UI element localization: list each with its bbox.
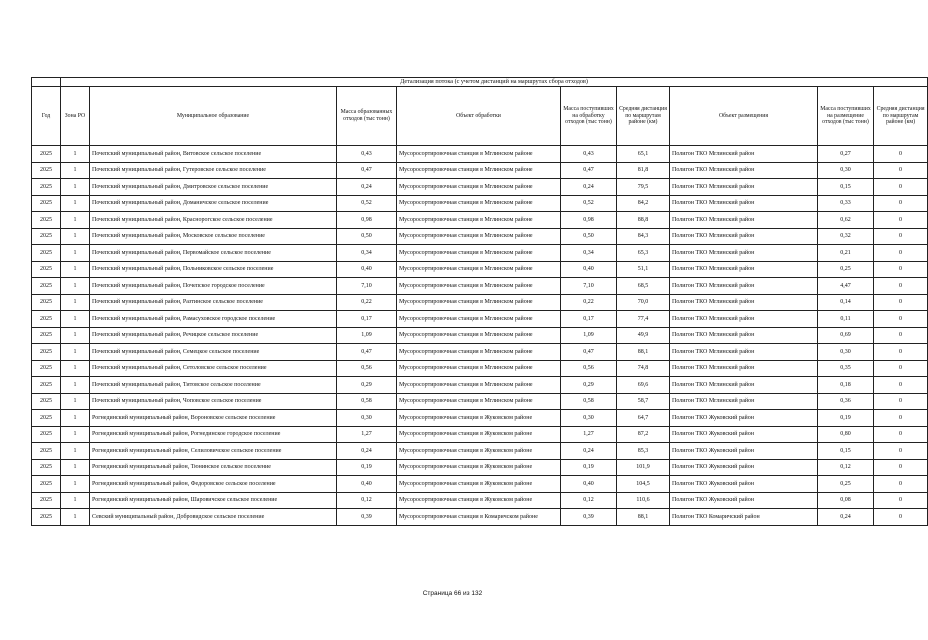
- cell-mass-to-processing: 0,24: [561, 179, 617, 196]
- page-number: Страница 66 из 132: [422, 590, 483, 597]
- cell-disposal-object: Полигон ТКО Жуковский район: [670, 476, 818, 493]
- cell-mass-generated: 0,22: [337, 294, 397, 311]
- header-mass-to-processing: Масса поступивших на обработку отходов (тыс тонн): [561, 87, 617, 146]
- cell-avg-distance-disposal: 0: [874, 179, 928, 196]
- cell-zone: 1: [61, 228, 90, 245]
- cell-avg-distance-processing: 81,8: [617, 162, 670, 179]
- cell-disposal-object: Полигон ТКО Мглинский район: [670, 146, 818, 163]
- cell-avg-distance-processing: 65,3: [617, 245, 670, 262]
- cell-disposal-object: Полигон ТКО Мглинский район: [670, 278, 818, 295]
- cell-mass-generated: 0,56: [337, 360, 397, 377]
- cell-disposal-object: Полигон ТКО Мглинский район: [670, 344, 818, 361]
- cell-mass-to-processing: 0,30: [561, 410, 617, 427]
- cell-year: 2025: [32, 245, 61, 262]
- cell-disposal-object: Полигон ТКО Жуковский район: [670, 410, 818, 427]
- cell-processing-object: Мусоросортировочная станция в Мглинском районе: [397, 228, 561, 245]
- cell-processing-object: Мусоросортировочная станция в Мглинском районе: [397, 278, 561, 295]
- waste-flow-table: [31, 77, 928, 526]
- cell-disposal-object: Полигон ТКО Мглинский район: [670, 294, 818, 311]
- cell-processing-object: Мусоросортировочная станция в Жуковском районе: [397, 443, 561, 460]
- cell-avg-distance-disposal: 0: [874, 426, 928, 443]
- cell-avg-distance-processing: 101,9: [617, 459, 670, 476]
- table-row: [32, 311, 928, 328]
- table-row: [32, 294, 928, 311]
- cell-avg-distance-processing: 64,7: [617, 410, 670, 427]
- cell-mass-to-processing: 0,47: [561, 344, 617, 361]
- cell-mass-generated: 0,30: [337, 410, 397, 427]
- table-row: [32, 179, 928, 196]
- table-row: [32, 410, 928, 427]
- cell-avg-distance-processing: 68,5: [617, 278, 670, 295]
- cell-mass-to-disposal: 4,47: [818, 278, 874, 295]
- cell-avg-distance-disposal: 0: [874, 245, 928, 262]
- cell-avg-distance-disposal: 0: [874, 195, 928, 212]
- header-mass-to-disposal: Масса поступивших на размещение отходов (тыс тонн): [818, 87, 874, 146]
- cell-year: 2025: [32, 377, 61, 394]
- cell-municipality: Рогнединский муниципальный район, Вороновское сельское поселение: [90, 410, 337, 427]
- cell-mass-to-disposal: 0,35: [818, 360, 874, 377]
- cell-year: 2025: [32, 179, 61, 196]
- cell-zone: 1: [61, 245, 90, 262]
- cell-zone: 1: [61, 459, 90, 476]
- cell-year: 2025: [32, 410, 61, 427]
- cell-mass-to-disposal: 0,18: [818, 377, 874, 394]
- cell-avg-distance-processing: 88,1: [617, 344, 670, 361]
- cell-avg-distance-processing: 58,7: [617, 393, 670, 410]
- cell-mass-generated: 0,19: [337, 459, 397, 476]
- cell-avg-distance-disposal: 0: [874, 278, 928, 295]
- cell-zone: 1: [61, 426, 90, 443]
- cell-processing-object: Мусоросортировочная станция в Мглинском районе: [397, 311, 561, 328]
- table-row: [32, 146, 928, 163]
- cell-zone: 1: [61, 410, 90, 427]
- cell-avg-distance-processing: 77,4: [617, 311, 670, 328]
- cell-zone: 1: [61, 509, 90, 526]
- cell-mass-to-processing: 0,17: [561, 311, 617, 328]
- header-avg-distance-disposal: Средняя дистанция по маршрутам районе (км): [874, 87, 928, 146]
- cell-zone: 1: [61, 393, 90, 410]
- cell-disposal-object: Полигон ТКО Жуковский район: [670, 443, 818, 460]
- table-row: [32, 162, 928, 179]
- cell-year: 2025: [32, 492, 61, 509]
- cell-mass-generated: 0,29: [337, 377, 397, 394]
- cell-municipality: Севский муниципальный район, Добровидское сельское поселение: [90, 509, 337, 526]
- cell-avg-distance-processing: 104,5: [617, 476, 670, 493]
- header-disposal-object: Объект размещения: [670, 87, 818, 146]
- cell-mass-to-processing: 1,27: [561, 426, 617, 443]
- cell-zone: 1: [61, 344, 90, 361]
- table-row: [32, 492, 928, 509]
- cell-avg-distance-disposal: 0: [874, 162, 928, 179]
- cell-avg-distance-processing: 74,8: [617, 360, 670, 377]
- cell-municipality: Рогнединский муниципальный район, Федоровское сельское поселение: [90, 476, 337, 493]
- cell-zone: 1: [61, 360, 90, 377]
- cell-mass-generated: 1,27: [337, 426, 397, 443]
- cell-mass-generated: 0,40: [337, 476, 397, 493]
- table-row: [32, 360, 928, 377]
- cell-mass-to-processing: 0,47: [561, 162, 617, 179]
- cell-avg-distance-processing: 70,0: [617, 294, 670, 311]
- cell-disposal-object: Полигон ТКО Мглинский район: [670, 360, 818, 377]
- cell-disposal-object: Полигон ТКО Мглинский район: [670, 179, 818, 196]
- cell-avg-distance-processing: 65,1: [617, 146, 670, 163]
- cell-processing-object: Мусоросортировочная станция в Мглинском районе: [397, 179, 561, 196]
- cell-year: 2025: [32, 212, 61, 229]
- cell-municipality: Почепский муниципальный район, Краснорогское сельское поселение: [90, 212, 337, 229]
- cell-year: 2025: [32, 327, 61, 344]
- cell-municipality: Почепский муниципальный район, Доманичское сельское поселение: [90, 195, 337, 212]
- cell-municipality: Почепский муниципальный район, Гутеровское сельское поселение: [90, 162, 337, 179]
- cell-mass-generated: 0,24: [337, 443, 397, 460]
- cell-processing-object: Мусоросортировочная станция в Мглинском районе: [397, 294, 561, 311]
- table-row: [32, 393, 928, 410]
- cell-disposal-object: Полигон ТКО Жуковский район: [670, 492, 818, 509]
- header-processing-object: Объект обработки: [397, 87, 561, 146]
- table-row: [32, 261, 928, 278]
- cell-avg-distance-disposal: 0: [874, 327, 928, 344]
- table-row: [32, 459, 928, 476]
- table-row: [32, 212, 928, 229]
- cell-year: 2025: [32, 311, 61, 328]
- cell-processing-object: Мусоросортировочная станция в Комаричском районе: [397, 509, 561, 526]
- cell-year: 2025: [32, 426, 61, 443]
- cell-year: 2025: [32, 344, 61, 361]
- cell-mass-to-disposal: 0,25: [818, 261, 874, 278]
- cell-zone: 1: [61, 212, 90, 229]
- cell-disposal-object: Полигон ТКО Мглинский район: [670, 377, 818, 394]
- cell-avg-distance-disposal: 0: [874, 146, 928, 163]
- cell-municipality: Почепский муниципальный район, Рамасуховское городское поселение: [90, 311, 337, 328]
- cell-municipality: Почепский муниципальный район, Чоповское сельское поселение: [90, 393, 337, 410]
- cell-zone: 1: [61, 377, 90, 394]
- cell-avg-distance-disposal: 0: [874, 344, 928, 361]
- cell-mass-to-disposal: 0,69: [818, 327, 874, 344]
- table-row: [32, 245, 928, 262]
- cell-processing-object: Мусоросортировочная станция в Мглинском районе: [397, 261, 561, 278]
- cell-zone: 1: [61, 294, 90, 311]
- cell-avg-distance-disposal: 0: [874, 212, 928, 229]
- cell-avg-distance-disposal: 0: [874, 476, 928, 493]
- cell-mass-to-disposal: 0,36: [818, 393, 874, 410]
- cell-mass-to-processing: 0,40: [561, 261, 617, 278]
- cell-avg-distance-disposal: 0: [874, 261, 928, 278]
- cell-disposal-object: Полигон ТКО Жуковский район: [670, 426, 818, 443]
- cell-mass-to-disposal: 0,19: [818, 410, 874, 427]
- cell-municipality: Почепский муниципальный район, Польниковское сельское поселение: [90, 261, 337, 278]
- cell-mass-to-disposal: 0,15: [818, 179, 874, 196]
- cell-processing-object: Мусоросортировочная станция в Мглинском районе: [397, 344, 561, 361]
- cell-zone: 1: [61, 476, 90, 493]
- cell-mass-generated: 0,47: [337, 162, 397, 179]
- cell-disposal-object: Полигон ТКО Комаричский район: [670, 509, 818, 526]
- cell-mass-to-processing: 0,39: [561, 509, 617, 526]
- cell-avg-distance-disposal: 0: [874, 311, 928, 328]
- cell-zone: 1: [61, 195, 90, 212]
- table-caption: Детализация потока (с учетом дистанций на маршрутах сбора отходов): [61, 78, 928, 87]
- cell-zone: 1: [61, 146, 90, 163]
- cell-municipality: Почепский муниципальный район, Семецкое сельское поселение: [90, 344, 337, 361]
- header-mass-generated: Масса образованных отходов (тыс тонн): [337, 87, 397, 146]
- table-row: [32, 509, 928, 526]
- cell-avg-distance-disposal: 0: [874, 393, 928, 410]
- cell-mass-to-disposal: 0,25: [818, 476, 874, 493]
- cell-mass-to-disposal: 0,12: [818, 459, 874, 476]
- cell-year: 2025: [32, 476, 61, 493]
- cell-mass-to-disposal: 0,11: [818, 311, 874, 328]
- cell-mass-to-disposal: 0,30: [818, 344, 874, 361]
- cell-municipality: Рогнединский муниципальный район, Селиловичское сельское поселение: [90, 443, 337, 460]
- cell-mass-generated: 0,52: [337, 195, 397, 212]
- cell-year: 2025: [32, 459, 61, 476]
- cell-mass-to-processing: 0,12: [561, 492, 617, 509]
- cell-mass-to-disposal: 0,15: [818, 443, 874, 460]
- cell-disposal-object: Полигон ТКО Мглинский район: [670, 162, 818, 179]
- cell-mass-generated: 0,24: [337, 179, 397, 196]
- cell-processing-object: Мусоросортировочная станция в Мглинском районе: [397, 245, 561, 262]
- cell-mass-to-processing: 0,19: [561, 459, 617, 476]
- cell-processing-object: Мусоросортировочная станция в Мглинском районе: [397, 377, 561, 394]
- table-row: [32, 344, 928, 361]
- cell-disposal-object: Полигон ТКО Мглинский район: [670, 228, 818, 245]
- cell-year: 2025: [32, 162, 61, 179]
- table-caption-spacer: [32, 78, 61, 87]
- cell-mass-to-disposal: 0,24: [818, 509, 874, 526]
- cell-zone: 1: [61, 327, 90, 344]
- table-row: [32, 278, 928, 295]
- cell-year: 2025: [32, 195, 61, 212]
- cell-avg-distance-processing: 51,1: [617, 261, 670, 278]
- cell-avg-distance-processing: 84,2: [617, 195, 670, 212]
- cell-mass-to-processing: 0,58: [561, 393, 617, 410]
- cell-avg-distance-disposal: 0: [874, 459, 928, 476]
- table-header-row: [32, 87, 928, 146]
- table-row: [32, 195, 928, 212]
- cell-municipality: Почепский муниципальный район, Витовское сельское поселение: [90, 146, 337, 163]
- cell-disposal-object: Полигон ТКО Мглинский район: [670, 195, 818, 212]
- cell-mass-to-disposal: 0,62: [818, 212, 874, 229]
- cell-processing-object: Мусоросортировочная станция в Мглинском районе: [397, 327, 561, 344]
- cell-processing-object: Мусоросортировочная станция в Мглинском районе: [397, 162, 561, 179]
- cell-municipality: Почепский муниципальный район, Дмитровское сельское поселение: [90, 179, 337, 196]
- cell-avg-distance-processing: 85,3: [617, 443, 670, 460]
- cell-avg-distance-processing: 79,5: [617, 179, 670, 196]
- cell-mass-to-disposal: 0,80: [818, 426, 874, 443]
- cell-municipality: Почепский муниципальный район, Титовское сельское поселение: [90, 377, 337, 394]
- cell-year: 2025: [32, 261, 61, 278]
- cell-year: 2025: [32, 278, 61, 295]
- cell-mass-generated: 0,43: [337, 146, 397, 163]
- cell-zone: 1: [61, 443, 90, 460]
- cell-mass-to-disposal: 0,30: [818, 162, 874, 179]
- cell-avg-distance-disposal: 0: [874, 410, 928, 427]
- cell-municipality: Рогнединский муниципальный район, Рогнединское городское поселение: [90, 426, 337, 443]
- cell-mass-to-processing: 0,52: [561, 195, 617, 212]
- cell-processing-object: Мусоросортировочная станция в Жуковском районе: [397, 492, 561, 509]
- cell-mass-generated: 0,12: [337, 492, 397, 509]
- cell-disposal-object: Полигон ТКО Мглинский район: [670, 261, 818, 278]
- cell-mass-to-processing: 0,24: [561, 443, 617, 460]
- cell-avg-distance-disposal: 0: [874, 492, 928, 509]
- cell-municipality: Почепский муниципальный район, Московское сельское поселение: [90, 228, 337, 245]
- cell-mass-generated: 0,34: [337, 245, 397, 262]
- cell-mass-to-disposal: 0,14: [818, 294, 874, 311]
- cell-mass-to-disposal: 0,08: [818, 492, 874, 509]
- cell-avg-distance-processing: 88,1: [617, 509, 670, 526]
- cell-disposal-object: Полигон ТКО Мглинский район: [670, 327, 818, 344]
- cell-processing-object: Мусоросортировочная станция в Жуковском районе: [397, 459, 561, 476]
- cell-year: 2025: [32, 360, 61, 377]
- cell-mass-generated: 0,17: [337, 311, 397, 328]
- cell-zone: 1: [61, 278, 90, 295]
- cell-avg-distance-processing: 110,6: [617, 492, 670, 509]
- cell-disposal-object: Полигон ТКО Мглинский район: [670, 212, 818, 229]
- cell-mass-to-processing: 7,10: [561, 278, 617, 295]
- cell-disposal-object: Полигон ТКО Жуковский район: [670, 459, 818, 476]
- cell-mass-to-processing: 0,50: [561, 228, 617, 245]
- cell-avg-distance-disposal: 0: [874, 443, 928, 460]
- cell-mass-to-processing: 0,56: [561, 360, 617, 377]
- cell-avg-distance-processing: 49,9: [617, 327, 670, 344]
- cell-municipality: Почепский муниципальный район, Речицкое сельское поселение: [90, 327, 337, 344]
- cell-mass-to-disposal: 0,21: [818, 245, 874, 262]
- cell-avg-distance-processing: 88,8: [617, 212, 670, 229]
- cell-year: 2025: [32, 294, 61, 311]
- cell-mass-generated: 0,58: [337, 393, 397, 410]
- cell-mass-to-disposal: 0,27: [818, 146, 874, 163]
- cell-municipality: Почепский муниципальный район, Сетоловское сельское поселение: [90, 360, 337, 377]
- cell-mass-generated: 1,09: [337, 327, 397, 344]
- cell-mass-to-processing: 0,98: [561, 212, 617, 229]
- cell-zone: 1: [61, 162, 90, 179]
- cell-mass-to-disposal: 0,33: [818, 195, 874, 212]
- cell-avg-distance-processing: 84,3: [617, 228, 670, 245]
- table-row: [32, 377, 928, 394]
- cell-year: 2025: [32, 393, 61, 410]
- cell-processing-object: Мусоросортировочная станция в Мглинском районе: [397, 212, 561, 229]
- cell-processing-object: Мусоросортировочная станция в Жуковском районе: [397, 426, 561, 443]
- cell-processing-object: Мусоросортировочная станция в Мглинском районе: [397, 146, 561, 163]
- cell-mass-generated: 0,98: [337, 212, 397, 229]
- cell-processing-object: Мусоросортировочная станция в Мглинском районе: [397, 195, 561, 212]
- cell-year: 2025: [32, 443, 61, 460]
- cell-mass-to-processing: 0,40: [561, 476, 617, 493]
- cell-processing-object: Мусоросортировочная станция в Жуковском районе: [397, 476, 561, 493]
- cell-municipality: Рогнединский муниципальный район, Шаровичское сельское поселение: [90, 492, 337, 509]
- cell-mass-generated: 0,39: [337, 509, 397, 526]
- cell-mass-to-processing: 0,34: [561, 245, 617, 262]
- cell-mass-to-processing: 0,22: [561, 294, 617, 311]
- table-row: [32, 443, 928, 460]
- cell-municipality: Почепский муниципальный район, Первомайское сельское поселение: [90, 245, 337, 262]
- table-row: [32, 476, 928, 493]
- cell-mass-to-processing: 0,43: [561, 146, 617, 163]
- cell-year: 2025: [32, 509, 61, 526]
- table-row: [32, 327, 928, 344]
- cell-year: 2025: [32, 146, 61, 163]
- table-row: [32, 228, 928, 245]
- cell-processing-object: Мусоросортировочная станция в Мглинском районе: [397, 393, 561, 410]
- cell-zone: 1: [61, 311, 90, 328]
- cell-processing-object: Мусоросортировочная станция в Жуковском районе: [397, 410, 561, 427]
- cell-disposal-object: Полигон ТКО Мглинский район: [670, 245, 818, 262]
- cell-avg-distance-disposal: 0: [874, 228, 928, 245]
- document-sheet: [31, 77, 925, 526]
- cell-avg-distance-disposal: 0: [874, 509, 928, 526]
- cell-processing-object: Мусоросортировочная станция в Мглинском районе: [397, 360, 561, 377]
- cell-mass-generated: 7,10: [337, 278, 397, 295]
- header-year: Год: [32, 87, 61, 146]
- cell-disposal-object: Полигон ТКО Мглинский район: [670, 393, 818, 410]
- cell-municipality: Рогнединский муниципальный район, Тюнинское сельское поселение: [90, 459, 337, 476]
- table-row: [32, 426, 928, 443]
- cell-municipality: Почепский муниципальный район, Почепское городское поселение: [90, 278, 337, 295]
- cell-zone: 1: [61, 179, 90, 196]
- cell-disposal-object: Полигон ТКО Мглинский район: [670, 311, 818, 328]
- header-zone: Зона РО: [61, 87, 90, 146]
- cell-mass-generated: 0,50: [337, 228, 397, 245]
- cell-mass-to-disposal: 0,32: [818, 228, 874, 245]
- cell-zone: 1: [61, 261, 90, 278]
- table-caption-row: [32, 78, 928, 87]
- cell-avg-distance-disposal: 0: [874, 294, 928, 311]
- header-avg-distance-processing: Средняя дистанция по маршрутам районе (км): [617, 87, 670, 146]
- cell-mass-to-processing: 1,09: [561, 327, 617, 344]
- cell-mass-generated: 0,47: [337, 344, 397, 361]
- cell-mass-generated: 0,40: [337, 261, 397, 278]
- cell-municipality: Почепский муниципальный район, Разтинское сельское поселение: [90, 294, 337, 311]
- cell-avg-distance-disposal: 0: [874, 360, 928, 377]
- cell-year: 2025: [32, 228, 61, 245]
- cell-avg-distance-processing: 69,6: [617, 377, 670, 394]
- cell-zone: 1: [61, 492, 90, 509]
- cell-avg-distance-disposal: 0: [874, 377, 928, 394]
- header-municipality: Муниципальное образование: [90, 87, 337, 146]
- cell-avg-distance-processing: 87,2: [617, 426, 670, 443]
- cell-mass-to-processing: 0,29: [561, 377, 617, 394]
